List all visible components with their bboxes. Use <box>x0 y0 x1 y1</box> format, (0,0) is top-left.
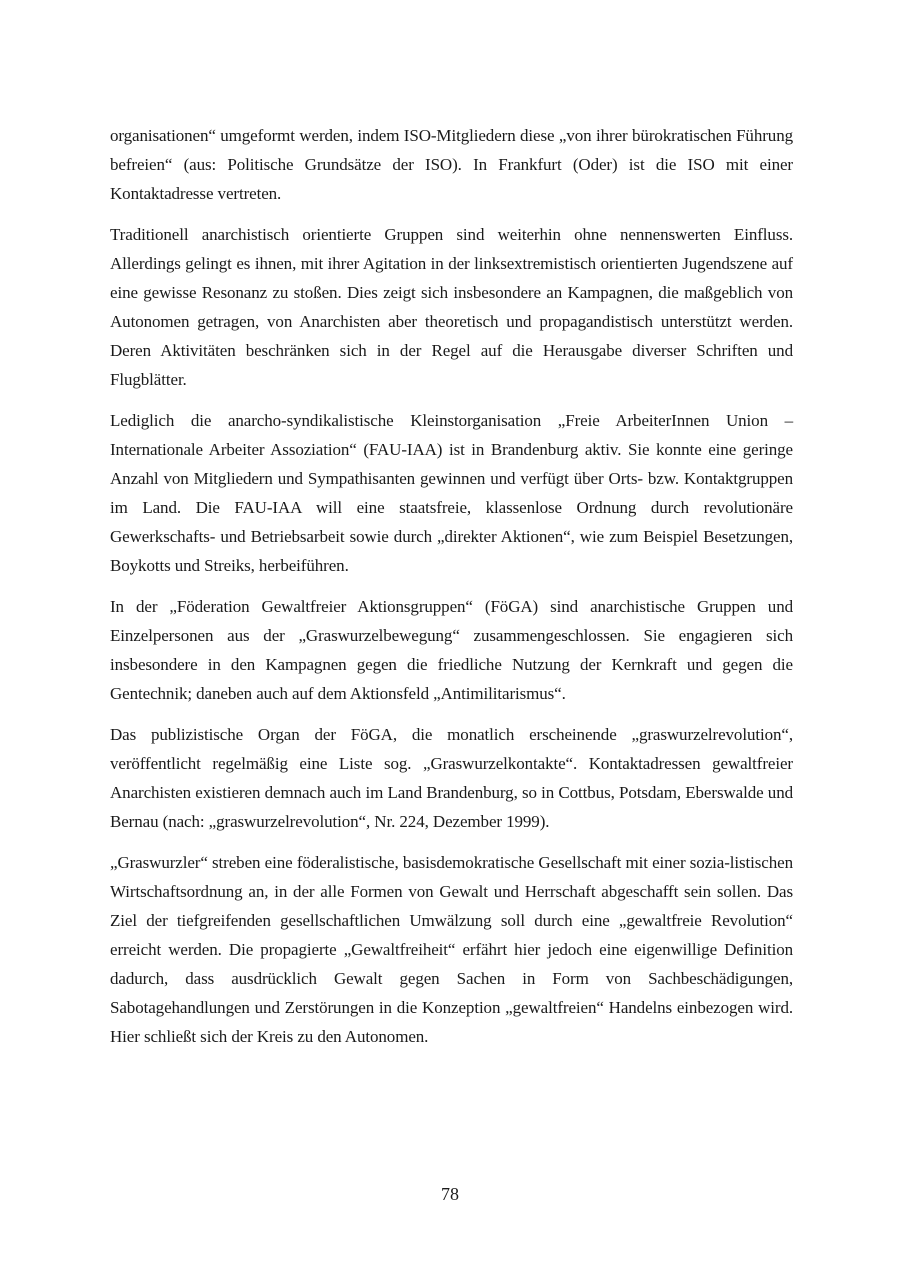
paragraph-graswurzler: „Graswurzler“ streben eine föderalistische, basisdemokratische Gesellschaft mit einer sozia-listischen Wirtschaftsordnung an, in der alle Formen von Gewalt und Herrschaft abgeschafft sein sollen. Das Ziel der tiefgreifenden gesellschaftlichen Umwälzung soll durch eine „gewaltfreie Revolution“ erreicht werden. Die propagierte „Gewaltfreiheit“ erfährt hier jedoch eine eigenwillige Definition dadurch, dass ausdrücklich Gewalt gegen Sachen in Form von Sachbeschädigungen, Sabotagehandlungen und Zerstörungen in die Konzeption „gewaltfreien“ Handelns einbezogen wird. Hier schließt sich der Kreis zu den Autonomen. <box>110 853 793 1046</box>
paragraph-fau-iaa: Lediglich die anarcho-syndikalistische Kleinstorganisation „Freie ArbeiterInnen Union – Internationale Arbeiter Assoziation“ (FAU-IAA) ist in Brandenburg aktiv. Sie konnte eine geringe Anzahl von Mitgliedern und Sympathisanten gewinnen und verfügt über Orts- bzw. Kontaktgruppen im Land. Die FAU-IAA will eine staatsfreie, klassenlose Ordnung durch revolutionäre Gewerkschafts- und Betriebsarbeit sowie durch „direkter Aktionen“, wie zum Beispiel Besetzungen, Boykotts und Streiks, herbeiführen. <box>110 411 793 575</box>
body-text <box>110 121 793 1063</box>
page-number: 78 <box>441 1184 459 1204</box>
paragraph-anarchist-groups: Traditionell anarchistisch orientierte Gruppen sind weiterhin ohne nennenswerten Einfluss. Allerdings gelingt es ihnen, mit ihrer Agitation in der linksextremistisch orientierten Jugendszene auf eine gewisse Resonanz zu stoßen. Dies zeigt sich insbesondere an Kampagnen, die maßgeblich von Autonomen getragen, von Anarchisten aber theoretisch und propagandistisch unterstützt werden. Deren Aktivitäten beschränken sich in der Regel auf die Herausgabe diverser Schriften und Flugblätter. <box>110 225 793 389</box>
paragraph-graswurzelrevolution: Das publizistische Organ der FöGA, die monatlich erscheinende „graswurzelrevolution“, veröffentlicht regelmäßig eine Liste sog. „Graswurzelkontakte“. Kontaktadressen gewaltfreier Anarchisten existieren demnach auch im Land Brandenburg, so in Cottbus, Potsdam, Eberswalde und Bernau (nach: „graswurzelrevolution“, Nr. 224, Dezember 1999). <box>110 725 793 831</box>
paragraph-foega: In der „Föderation Gewaltfreier Aktionsgruppen“ (FöGA) sind anarchistische Gruppen und Einzelpersonen aus der „Graswurzelbewegung“ zusammengeschlossen. Sie engagieren sich insbesondere in den Kampagnen gegen die friedliche Nutzung der Kernkraft und gegen die Gentechnik; daneben auch auf dem Aktionsfeld „Antimilitarismus“. <box>110 597 793 703</box>
paragraph-iso-continuation: organisationen“ umgeformt werden, indem ISO-Mitgliedern diese „von ihrer bürokratischen Führung befreien“ (aus: Politische Grundsätze der ISO). In Frankfurt (Oder) ist die ISO mit einer Kontaktadresse vertreten. <box>110 126 793 203</box>
